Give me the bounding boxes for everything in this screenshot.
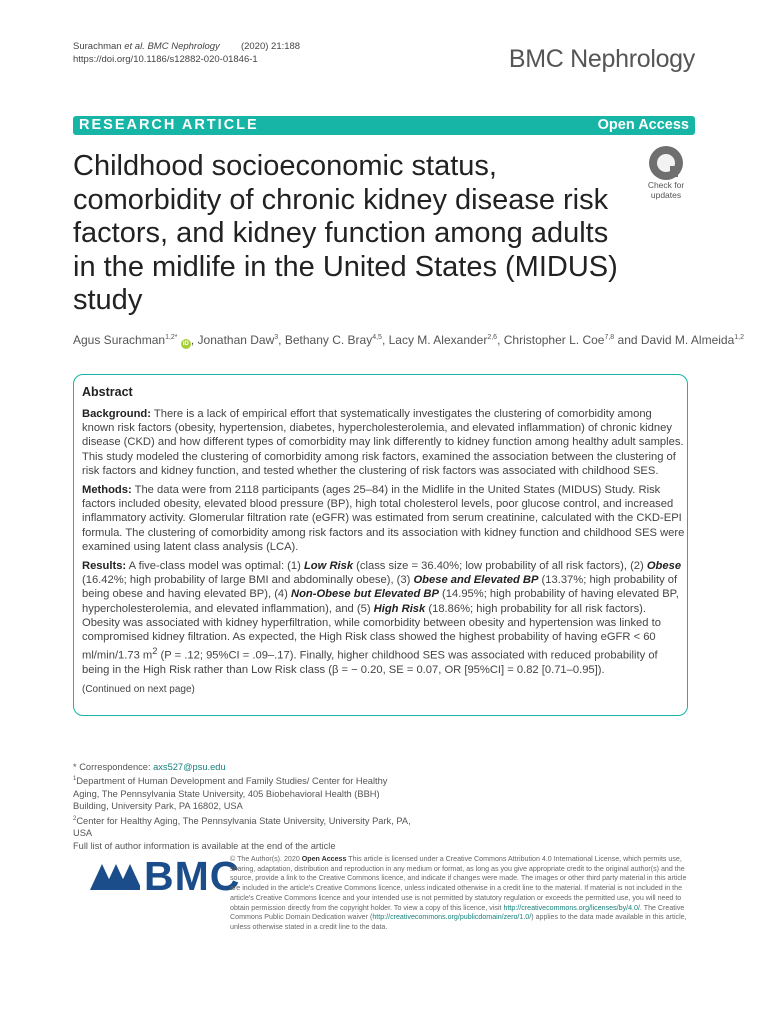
author-name[interactable]: Agus Surachman bbox=[73, 333, 166, 347]
abstract-methods: Methods: The data were from 2118 participants (ages 25–84) in the Midlife in the United States (MIDUS) Study. Risk factors included obesity, elevated blood pressure (BP), high total cholesterol levels, poor glucose control, and increased inflammatory activity. Glomerular filtration rate (eGFR) was estimated from serum creatinine, calculated with the CKD-EPI formula. The clustering of comorbidity among risk factors and its association with kidney function and childhood SES were examined using latent class analysis (LCA). bbox=[82, 484, 685, 553]
article-type-label: RESEARCH ARTICLE bbox=[79, 117, 259, 133]
author-name[interactable]: , Jonathan Daw bbox=[190, 333, 275, 347]
correspondence: * Correspondence: axs527@psu.edu bbox=[73, 762, 226, 772]
full-list-note: Full list of author information is available at the end of the article bbox=[73, 840, 336, 851]
citation-line bbox=[73, 40, 300, 53]
cc-zero-link[interactable]: http://creativecommons.org/publicdomain/zero/1.0/ bbox=[372, 913, 532, 922]
bookmark-icon bbox=[649, 146, 683, 180]
bmc-logo-text: BMC bbox=[144, 853, 241, 899]
affiliation-2: $^2$Center for Healthy Aging, The Pennsylvania State University, University Park, PA, USA bbox=[73, 815, 411, 839]
abstract-box bbox=[73, 374, 688, 716]
doi-link[interactable]: https://doi.org/10.1186/s12882-020-01846-1 bbox=[73, 54, 258, 65]
author-name[interactable]: , Lacy M. Alexander bbox=[381, 333, 488, 347]
footnotes bbox=[73, 761, 413, 852]
article-title: Childhood socioeconomic status, comorbidity of chronic kidney disease risk factors, and kidney function among adults in the midlife in the United States (MIDUS) study bbox=[73, 150, 618, 316]
abstract-background: Background: There is a lack of empirical effort that systematically investigates the clustering of comorbidity among known risk factors (obesity, hypertension, diabetes, hypercholesterolemia, and elevated inflammation) of chronic kidney disease (CKD) and how different types of comorbidity may link differently to kidney function among healthy adult samples. This study modeled the clustering of comorbidity among risk factors, examined the association between the clustering of risk factors and kidney function, and tested whether the clustering of risk factors was associated with childhood SES. bbox=[82, 408, 684, 477]
citation-block bbox=[73, 40, 300, 66]
author-list: Agus Surachman$^{1,2*}$ iD , Jonathan Daw$^3$, Bethany C. Bray$^{4,5}$, Lacy M. Alexander$^{2,6}$, Christopher L. Coe$^{7,8}$ and David M. Almeida$^{1,2}$ bbox=[73, 333, 744, 347]
citation-year: (2020) 21:188 bbox=[240, 41, 301, 52]
correspondence-email[interactable]: axs527@psu.edu bbox=[153, 762, 226, 772]
citation-journal: et al. BMC Nephrology bbox=[124, 41, 220, 52]
journal-brand: BMC Nephrology bbox=[508, 45, 695, 73]
abstract-results: Results: A five-class model was optimal: (1) Low Risk (class size = 36.40%; low probability of all risk factors), (2) Obese (16.42%; high probability of large BMI and abdominally obese), (3) Obese and Elevated BP (13.37%; high probability of being obese and having elevated BP), (4) Non-Obese but Elevated BP (14.95%; high probability of having elevated BP, hypercholesterolemia, and elevated inflammation), and (5) High Risk (18.86%; high probability for all risk factors). Obesity was associated with kidney hyperfiltration, while comorbidity between obesity and hypertension was linked to compromised kidney filtration. As expected, the High Risk class showed the highest probability of having eGFR < 60 ml/min/1.73 $m^2$ (P = .12; 95%CI = .09–.17). Finally, higher childhood SES was associated with reduced probability of being in the High Risk rather than Low Risk class (β = − 0.20, SE = 0.07, OR [95%CI] = 0.82 [0.71–0.95]). bbox=[82, 560, 682, 677]
continued-note: (Continued on next page) bbox=[82, 684, 195, 696]
check-updates-text: Check for updates bbox=[647, 180, 685, 200]
open-access-label: Open Access bbox=[597, 117, 689, 133]
abstract-body bbox=[82, 407, 686, 698]
affiliation-1: $^1$Department of Human Development and Family Studies/ Center for Healthy Aging, The Pennsylvania State University, 405 Biobehavioral Health (BBH) Building, University Park, PA 16802, USA bbox=[73, 776, 388, 812]
bmc-logo bbox=[88, 853, 241, 899]
author-name[interactable]: , Christopher L. Coe bbox=[497, 333, 605, 347]
check-for-updates-badge[interactable] bbox=[638, 146, 694, 202]
cc-by-link[interactable]: http://creativecommons.org/licenses/by/4.0/ bbox=[503, 903, 640, 912]
article-type-banner bbox=[73, 116, 695, 135]
bmc-logo-mark-icon bbox=[88, 856, 140, 896]
abstract-heading: Abstract bbox=[82, 385, 133, 399]
author-name[interactable]: , Bethany C. Bray bbox=[278, 333, 373, 347]
citation-authors: Surachman bbox=[73, 41, 122, 52]
license-text: © The Author(s). 2020 Open Access This article is licensed under a Creative Commons Attribution 4.0 International License, which permits use, sharing, adaptation, distribution and reproduction in any medium or format, as long as you give appropriate credit to the original author(s) and the source, provide a link to the Creative Commons licence, and indicate if changes were made. The images or other third party material in this article are included in the article's Creative Commons licence, unless indicated otherwise in a credit line to the material. If material is not included in the article's Creative Commons licence and your intended use is not permitted by statutory regulation or exceeds the permitted use, you will need to obtain permission directly from the copyright holder. To view a copy of this licence, visit http://creativecommons.org/licenses/by/4.0/. The Creative Commons Public Domain Dedication waiver (http://creativecommons.org/publicdomain/zero/1.0/) applies to the data made available in this article, unless otherwise stated in a credit line to the data. bbox=[230, 855, 687, 931]
orcid-icon[interactable]: iD bbox=[182, 341, 189, 347]
author-name[interactable]: and David M. Almeida bbox=[614, 333, 735, 347]
